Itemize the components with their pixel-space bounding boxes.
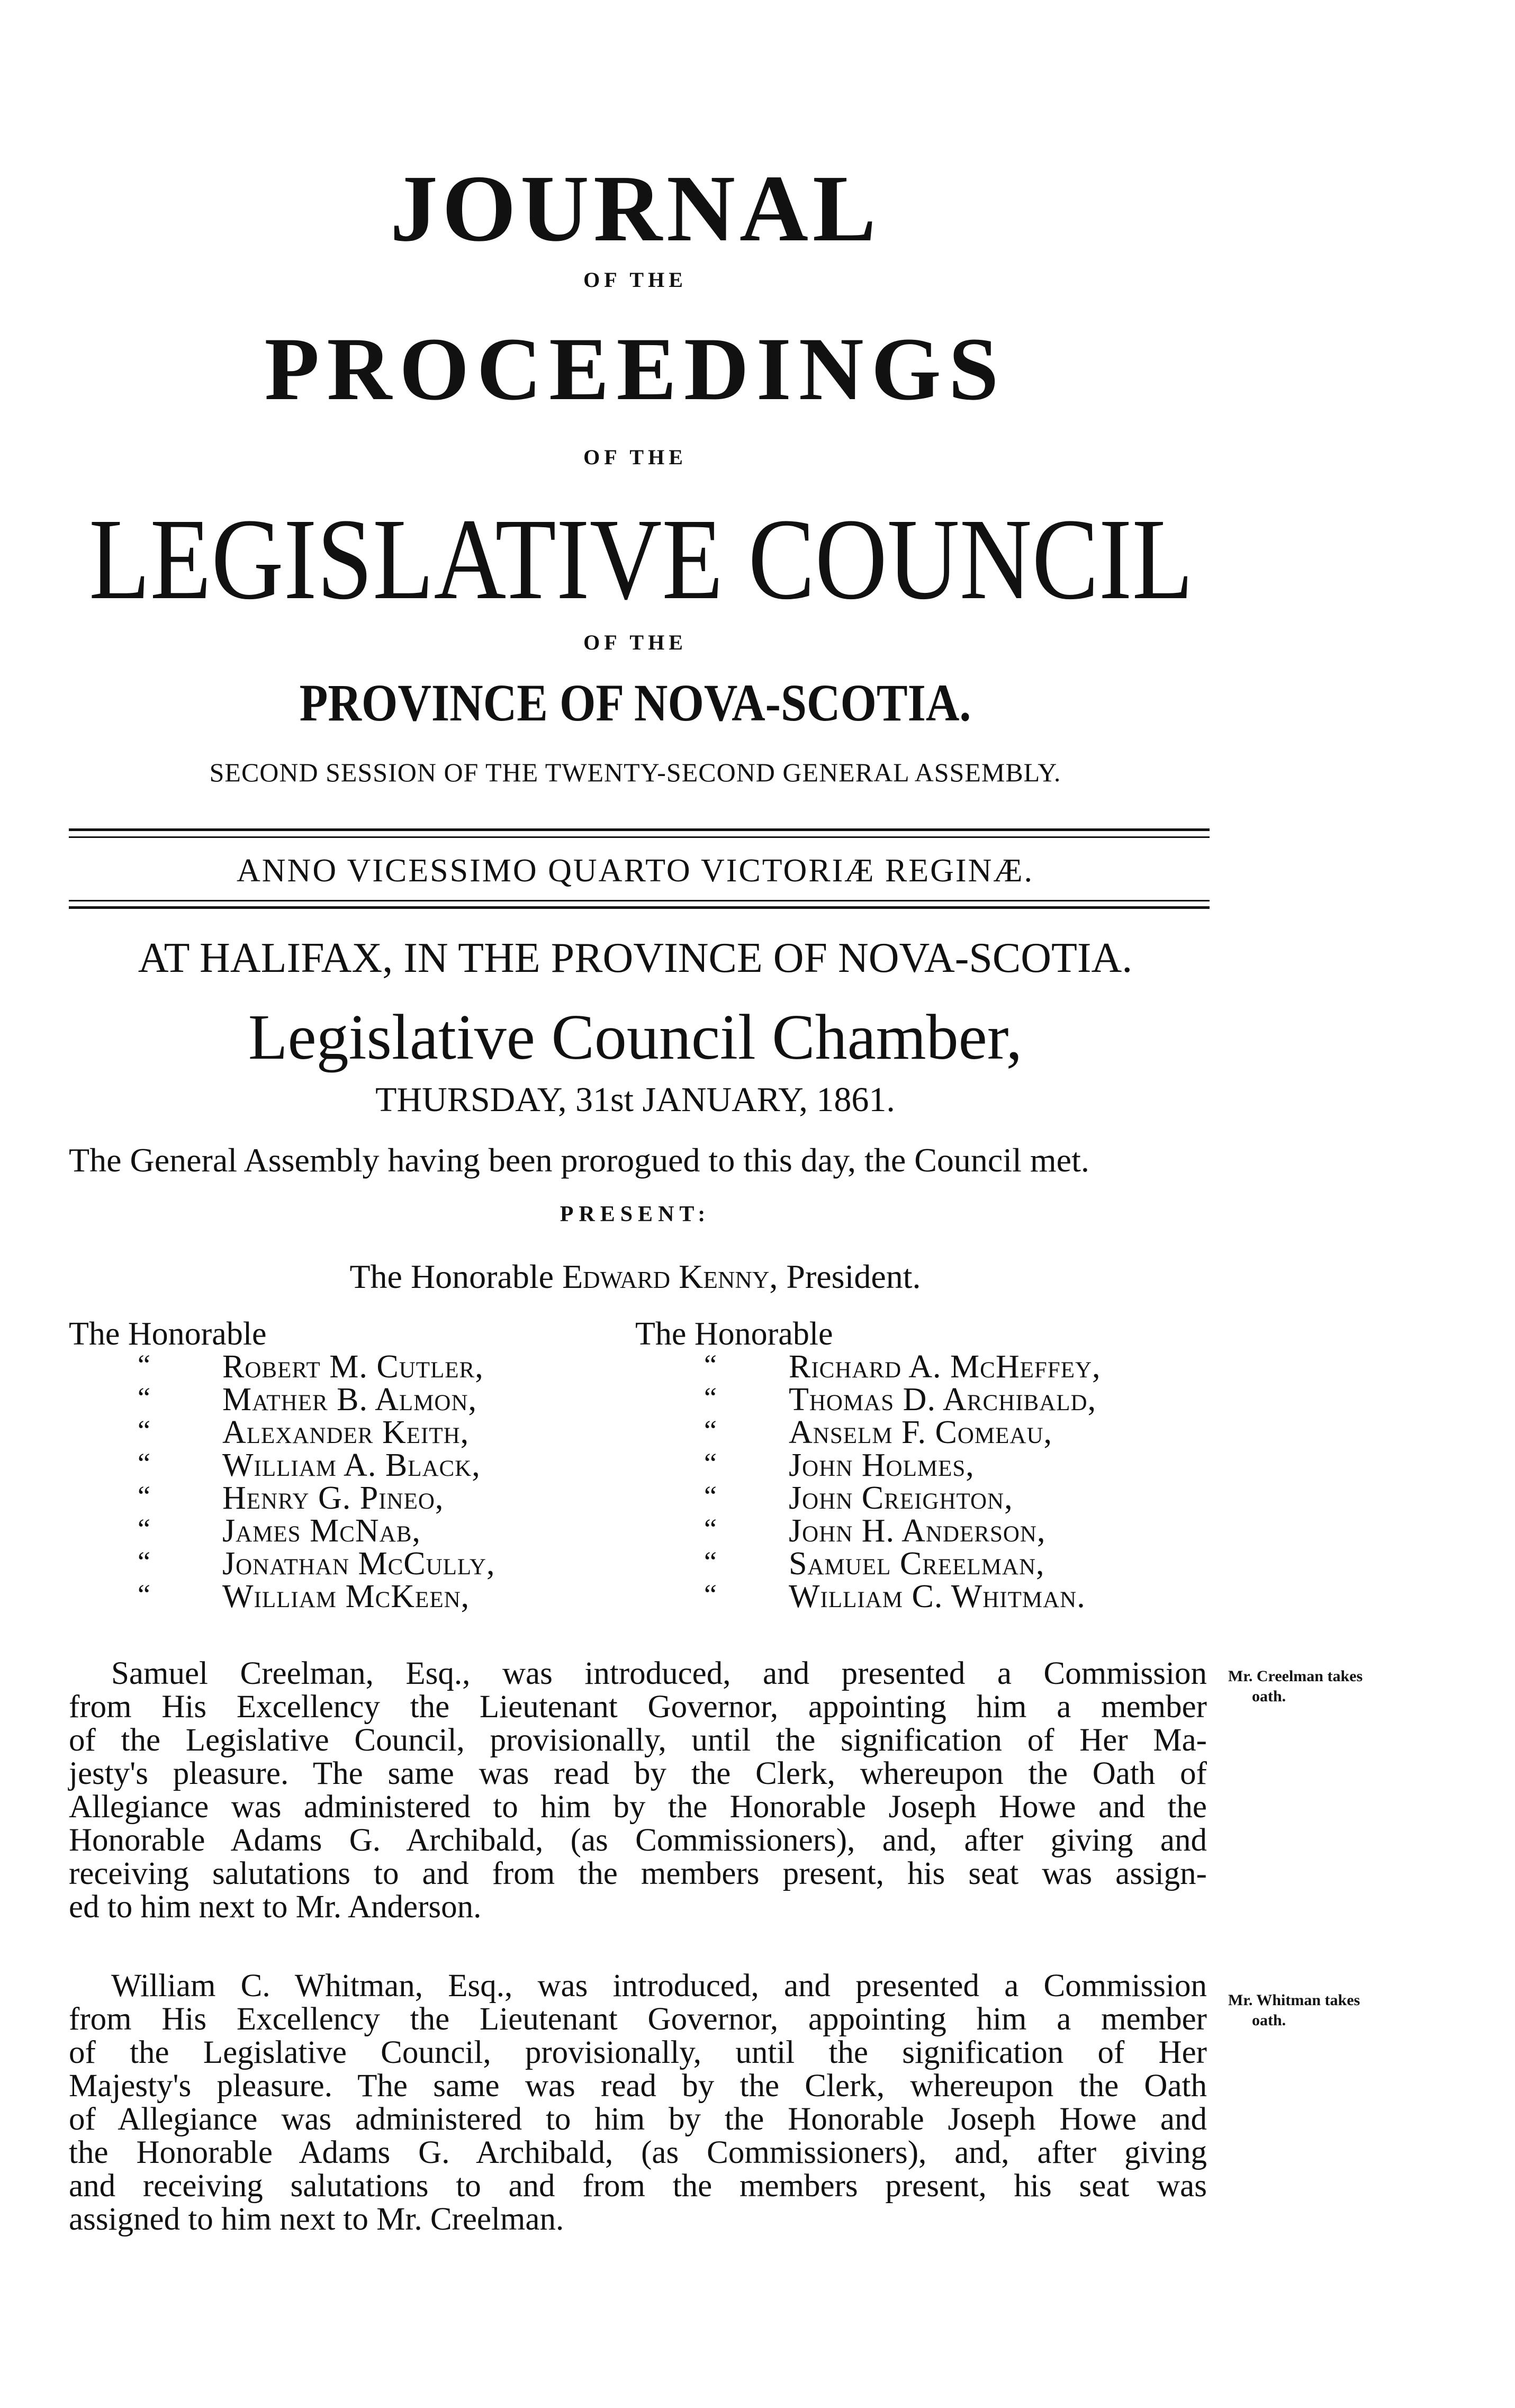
- member-name: Samuel Creelman,: [789, 1546, 1045, 1582]
- ditto-mark: “: [704, 1447, 717, 1479]
- paragraph-line: receiving salutations to and from the members present, his seat was assign-: [69, 1856, 1207, 1891]
- paragraph-line: the Honorable Adams G. Archibald, (as Commissioners), and, after giving: [69, 2135, 1207, 2170]
- meeting-date: THURSDAY, 31st JANUARY, 1861.: [375, 1080, 895, 1119]
- ditto-mark: “: [704, 1414, 717, 1446]
- of-the-label-1: OF THE: [583, 268, 687, 292]
- session-subtitle: SECOND SESSION OF THE TWENTY-SECOND GENERAL ASSEMBLY.: [209, 757, 1061, 787]
- margin-note-line: oath.: [1252, 1688, 1286, 1705]
- ditto-mark: “: [138, 1349, 150, 1381]
- anno-regnal-line: ANNO VICESSIMO QUARTO VICTORIÆ REGINÆ.: [237, 853, 1034, 889]
- double-rule-bottom-a: [69, 900, 1210, 901]
- opening-statement: The General Assembly having been prorogued to this day, the Council met.: [69, 1141, 1089, 1179]
- paragraph-line: of the Legislative Council, provisionally, until the signification of Her Ma-: [69, 1722, 1207, 1758]
- double-rule-top-a: [69, 828, 1210, 831]
- paragraph-line: Samuel Creelman, Esq., was introduced, and presented a Commission: [111, 1656, 1207, 1691]
- president-suffix: , President.: [769, 1258, 921, 1295]
- margin-note-whitman: [1228, 1990, 1450, 2031]
- meeting-location: AT HALIFAX, IN THE PROVINCE OF NOVA-SCOTIA.: [138, 935, 1133, 981]
- paragraph-line: Honorable Adams G. Archibald, (as Commissioners), and, after giving and: [69, 1823, 1207, 1858]
- ditto-mark: “: [138, 1513, 150, 1545]
- members-left-header: The Honorable: [69, 1316, 267, 1352]
- paragraph-whitman: [69, 1969, 1207, 2236]
- member-name: Henry G. Pineo,: [222, 1480, 444, 1516]
- ditto-mark: “: [138, 1447, 150, 1479]
- paragraph-line: assigned to him next to Mr. Creelman.: [69, 2202, 564, 2237]
- proceedings-title: PROCEEDINGS: [264, 319, 1006, 419]
- member-name: John Holmes,: [789, 1447, 975, 1483]
- margin-note-line: Mr. Whitman takes: [1228, 1991, 1360, 2009]
- member-name: William McKeen,: [222, 1579, 470, 1615]
- paragraph-line: of the Legislative Council, provisionally, until the signification of Her: [69, 2035, 1207, 2070]
- paragraph-line: Majesty's pleasure. The same was read by the Clerk, whereupon the Oath: [69, 2068, 1207, 2104]
- ditto-mark: “: [704, 1579, 717, 1610]
- paragraph-line: William C. Whitman, Esq., was introduced, and presented a Commission: [111, 1968, 1207, 2004]
- member-name: John H. Anderson,: [789, 1513, 1046, 1549]
- paragraph-line: of Allegiance was administered to him by the Honorable Joseph Howe and: [69, 2102, 1207, 2137]
- ditto-mark: “: [704, 1513, 717, 1545]
- present-heading: PRESENT:: [560, 1202, 711, 1226]
- paragraph-line: jesty's pleasure. The same was read by the Clerk, whereupon the Oath of: [69, 1756, 1207, 1791]
- member-name: James McNab,: [222, 1513, 421, 1549]
- ditto-mark: “: [138, 1382, 150, 1413]
- ditto-mark: “: [138, 1414, 150, 1446]
- ditto-mark: “: [138, 1546, 150, 1577]
- ditto-mark: “: [704, 1382, 717, 1413]
- ditto-mark: “: [138, 1579, 150, 1610]
- member-name: Thomas D. Archibald,: [789, 1382, 1097, 1418]
- member-name: John Creighton,: [789, 1480, 1013, 1516]
- paragraph-line: and receiving salutations to and from the members present, his seat was: [69, 2168, 1207, 2204]
- member-name: Robert M. Cutler,: [222, 1349, 484, 1385]
- member-name: Alexander Keith,: [222, 1414, 470, 1450]
- paragraph-line: ed to him next to Mr. Anderson.: [69, 1889, 482, 1925]
- of-the-label-2: OF THE: [583, 445, 687, 469]
- of-the-label-3: OF THE: [583, 630, 687, 654]
- members-right-header: The Honorable: [635, 1316, 833, 1352]
- margin-note-creelman: [1228, 1666, 1450, 1707]
- province-title: PROVINCE OF NOVA-SCOTIA.: [299, 673, 971, 732]
- president-name: Edward Kenny: [562, 1258, 770, 1295]
- legislative-council-title: LEGISLATIVE COUNCIL: [89, 494, 1194, 624]
- paragraph-line: from His Excellency the Lieutenant Governor, appointing him a member: [69, 2001, 1207, 2037]
- ditto-mark: “: [704, 1480, 717, 1512]
- paragraph-line: Allegiance was administered to him by the Honorable Joseph Howe and the: [69, 1789, 1207, 1825]
- journal-title: JOURNAL: [390, 156, 881, 261]
- member-name: William C. Whitman.: [789, 1579, 1086, 1615]
- double-rule-top-b: [69, 836, 1210, 838]
- ditto-mark: “: [704, 1546, 717, 1577]
- margin-note-line: Mr. Creelman takes: [1228, 1667, 1363, 1685]
- member-name: Anselm F. Comeau,: [789, 1414, 1053, 1450]
- president-prefix: The Honorable: [349, 1258, 554, 1295]
- ditto-mark: “: [138, 1480, 150, 1512]
- margin-note-line: oath.: [1252, 2012, 1286, 2029]
- paragraph-creelman: [69, 1657, 1207, 1924]
- member-name: Richard A. McHeffey,: [789, 1349, 1101, 1385]
- member-name: Mather B. Almon,: [222, 1382, 477, 1418]
- president-line: [0, 1257, 1270, 1296]
- double-rule-bottom-b: [69, 906, 1210, 909]
- chamber-heading: Legislative Council Chamber,: [248, 1002, 1023, 1073]
- member-name: William A. Black,: [222, 1447, 481, 1483]
- ditto-mark: “: [704, 1349, 717, 1381]
- member-name: Jonathan McCully,: [222, 1546, 495, 1582]
- paragraph-line: from His Excellency the Lieutenant Governor, appointing him a member: [69, 1689, 1207, 1725]
